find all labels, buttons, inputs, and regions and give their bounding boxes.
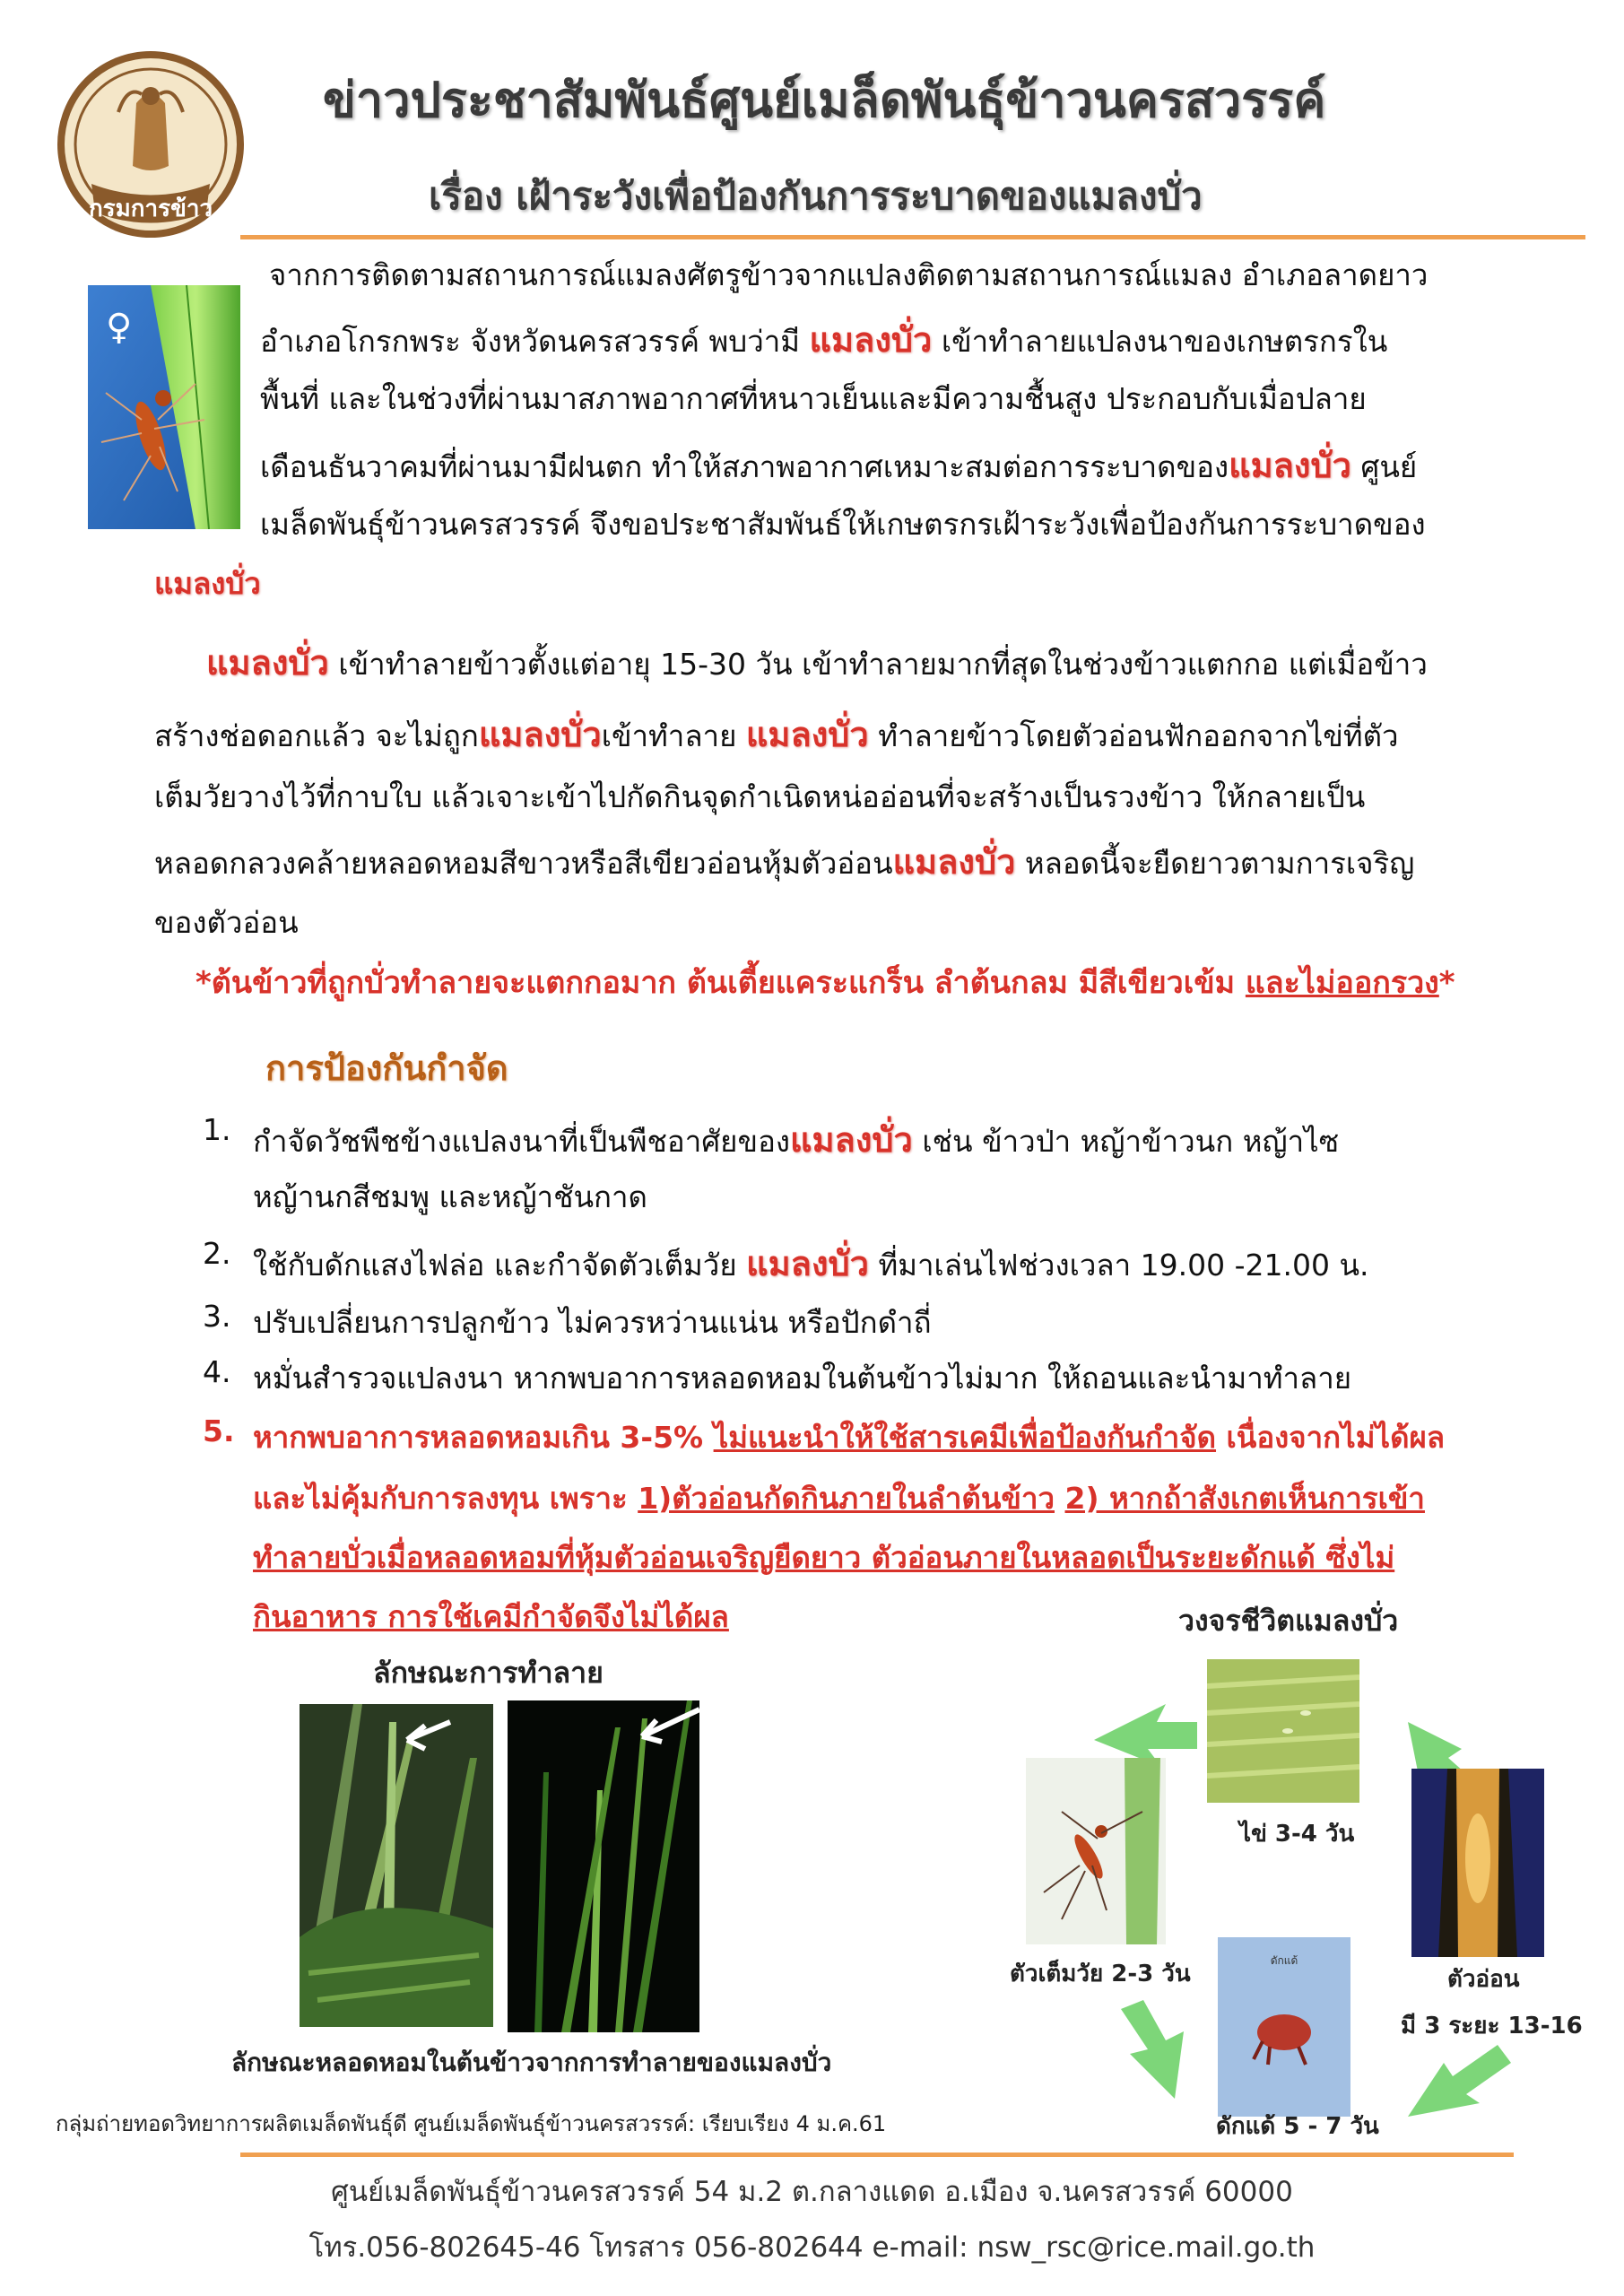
item-1-text-cont: หญ้านกสีชมพู และหญ้าชันกาด: [253, 1179, 647, 1214]
body-line-5: ของตัวอ่อน: [154, 905, 299, 940]
item-4-text: หมั่นสำรวจแปลงนา หากพบอาการหลอดหอมในต้นข้าวไม่มาก ให้ถอนและนำมาทำลาย: [253, 1361, 1352, 1396]
item-3-number: 3.: [203, 1299, 231, 1334]
page-subtitle: เรื่อง เฝ้าระวังเพื่อป้องกันการระบาดของแมลงบั่ว: [429, 174, 1203, 218]
damage-photo-2: [508, 1700, 699, 2032]
lifecycle-heading: วงจรชีวิตแมลงบั่ว: [1178, 1604, 1399, 1638]
item-5-number: 5.: [203, 1413, 235, 1448]
item-2-number: 2.: [203, 1236, 231, 1271]
rice-department-logo: [56, 49, 246, 239]
pupa-label: ดักแด้ 5 - 7 วัน: [1216, 2113, 1379, 2140]
larva-photo: [1411, 1769, 1544, 1957]
prevention-heading: การป้องกันกำจัด: [265, 1048, 508, 1088]
egg-photo: [1207, 1659, 1359, 1803]
egg-label: ไข่ 3-4 วัน: [1239, 1821, 1355, 1848]
credit-line: กลุ่มถ่ายทอดวิทยาการผลิตเมล็ดพันธุ์ดี ศูนย์เมล็ดพันธุ์ข้าวนครสวรรค์: เรียบเรียง 4 ม.ค.61: [56, 2111, 887, 2136]
keyword-gall-midge: แมลงบั่ว: [1229, 446, 1351, 485]
item-1-number: 1.: [203, 1112, 231, 1147]
intro-line-3: พื้นที่ และในช่วงที่ผ่านมาสภาพอากาศที่หนาวเย็นและมีความชื้นสูง ประกอบกับเมื่อปลาย: [260, 381, 1367, 416]
item-3-text: ปรับเปลี่ยนการปลูกข้าว ไม่ควรหว่านแน่น หรือปักดำถี่: [253, 1305, 932, 1340]
footer-address: ศูนย์เมล็ดพันธุ์ข้าวนครสวรรค์ 54 ม.2 ต.กลางแดด อ.เมือง จ.นครสวรรค์ 60000: [331, 2176, 1293, 2208]
warning-note: *ต้นข้าวที่ถูกบั่วทำลายจะแตกกอมาก ต้นเตี้ยแคระแกร็น ลำต้นกลม มีสีเขียวเข้ม และไม่ออกรวง*: [195, 965, 1455, 1001]
pupa-photo-label: ดักแด้: [1270, 1954, 1298, 1967]
page-title: ข่าวประชาสัมพันธ์ศูนย์เมล็ดพันธุ์ข้าวนครสวรรค์: [323, 72, 1326, 128]
intro-line-4: เดือนธันวาคมที่ผ่านมามีฝนตก ทำให้สภาพอากาศเหมาะสมต่อการระบาดของแมลงบั่ว ศูนย์: [260, 446, 1418, 485]
header-divider: [240, 235, 1585, 239]
damage-heading: ลักษณะการทำลาย: [373, 1656, 604, 1690]
item-2-text: ใช้กับดักแสงไฟล่อ และกำจัดตัวเต็มวัย แมลงบั่ว ที่มาเล่นไฟช่วงเวลา 19.00 -21.00 น.: [253, 1244, 1369, 1283]
body-line-4: หลอดกลวงคล้ายหลอดหอมสีขาวหรือสีเขียวอ่อนหุ้มตัวอ่อนแมลงบั่ว หลอดนี้จะยืดยาวตามการเจริญ: [154, 842, 1415, 882]
item-5-text-cont-2: ทำลายบั่วเมื่อหลอดหอมที่หุ้มตัวอ่อนเจริญยืดยาว ตัวอ่อนภายในหลอดเป็นระยะดักแด้ ซึ่งไม่: [253, 1540, 1395, 1575]
keyword-gall-midge: แมลงบั่ว: [809, 320, 933, 360]
larva-label: ตัวอ่อน: [1447, 1966, 1520, 1993]
body-line-1: แมลงบั่ว เข้าทำลายข้าวตั้งแต่อายุ 15-30 วัน เข้าทำลายมากที่สุดในช่วงข้าวแตกกอ แต่เมื่อข้าว: [206, 643, 1428, 683]
item-5-text-cont-3: กินอาหาร การใช้เคมีกำจัดจึงไม่ได้ผล: [253, 1599, 729, 1634]
body-line-3: เต็มวัยวางไว้ที่กาบใบ แล้วเจาะเข้าไปกัดกินจุดกำเนิดหน่ออ่อนที่จะสร้างเป็นรวงข้าว ให้กลายเป็น: [154, 779, 1366, 814]
item-5-text-cont-1: และไม่คุ้มกับการลงทุน เพราะ 1)ตัวอ่อนกัดกินภายในลำต้นข้าว 2) หากถ้าสังเกตเห็นการเข้า: [253, 1481, 1425, 1516]
item-5-text: หากพบอาการหลอดหอมเกิน 3-5% ไม่แนะนำให้ใช้สารเคมีเพื่อป้องกันกำจัด เนื่องจากไม่ได้ผล: [253, 1420, 1446, 1455]
item-4-number: 4.: [203, 1354, 231, 1389]
intro-line-5: เมล็ดพันธุ์ข้าวนครสวรรค์ จึงขอประชาสัมพันธ์ให้เกษตรกรเฝ้าระวังเพื่อป้องกันการระบาดของ: [260, 507, 1426, 542]
pupa-photo: [1218, 1937, 1350, 2117]
logo-text: กรมการข้าว: [88, 196, 213, 222]
intro-line-6: แมลงบั่ว: [154, 566, 261, 601]
damage-caption: ลักษณะหลอดหอมในต้นข้าวจากการทำลายของแมลงบั่ว: [231, 2048, 832, 2077]
larva-stages-label: มี 3 ระยะ 13-16: [1401, 2013, 1583, 2039]
damage-photo-1: [300, 1704, 493, 2027]
item-1-text: กำจัดวัชพืชข้างแปลงนาที่เป็นพืชอาศัยของแมลงบั่ว เช่น ข้าวป่า หญ้าข้าวนก หญ้าไซ: [253, 1120, 1340, 1160]
female-symbol-icon: ♀: [106, 307, 133, 348]
footer-contact: โทร.056-802645-46 โทรสาร 056-802644 e-mail: nsw_rsc@rice.mail.go.th: [308, 2231, 1316, 2264]
intro-line-1: จากการติดตามสถานการณ์แมลงศัตรูข้าวจากแปลงติดตามสถานการณ์แมลง อำเภอลาดยาว: [269, 257, 1429, 292]
intro-line-2: อำเภอโกรกพระ จังหวัดนครสวรรค์ พบว่ามี แมลงบั่ว เข้าทำลายแปลงนาของเกษตรกรใน: [260, 320, 1388, 360]
gall-midge-female-photo: [88, 285, 240, 529]
footer-divider: [240, 2152, 1514, 2157]
body-line-2: สร้างช่อดอกแล้ว จะไม่ถูกแมลงบั่วเข้าทำลาย แมลงบั่ว ทำลายข้าวโดยตัวอ่อนฟักออกจากไข่ที่ตัว: [154, 715, 1399, 754]
adult-photo: [1026, 1758, 1166, 1944]
adult-label: ตัวเต็มวัย 2-3 วัน: [1010, 1961, 1191, 1987]
